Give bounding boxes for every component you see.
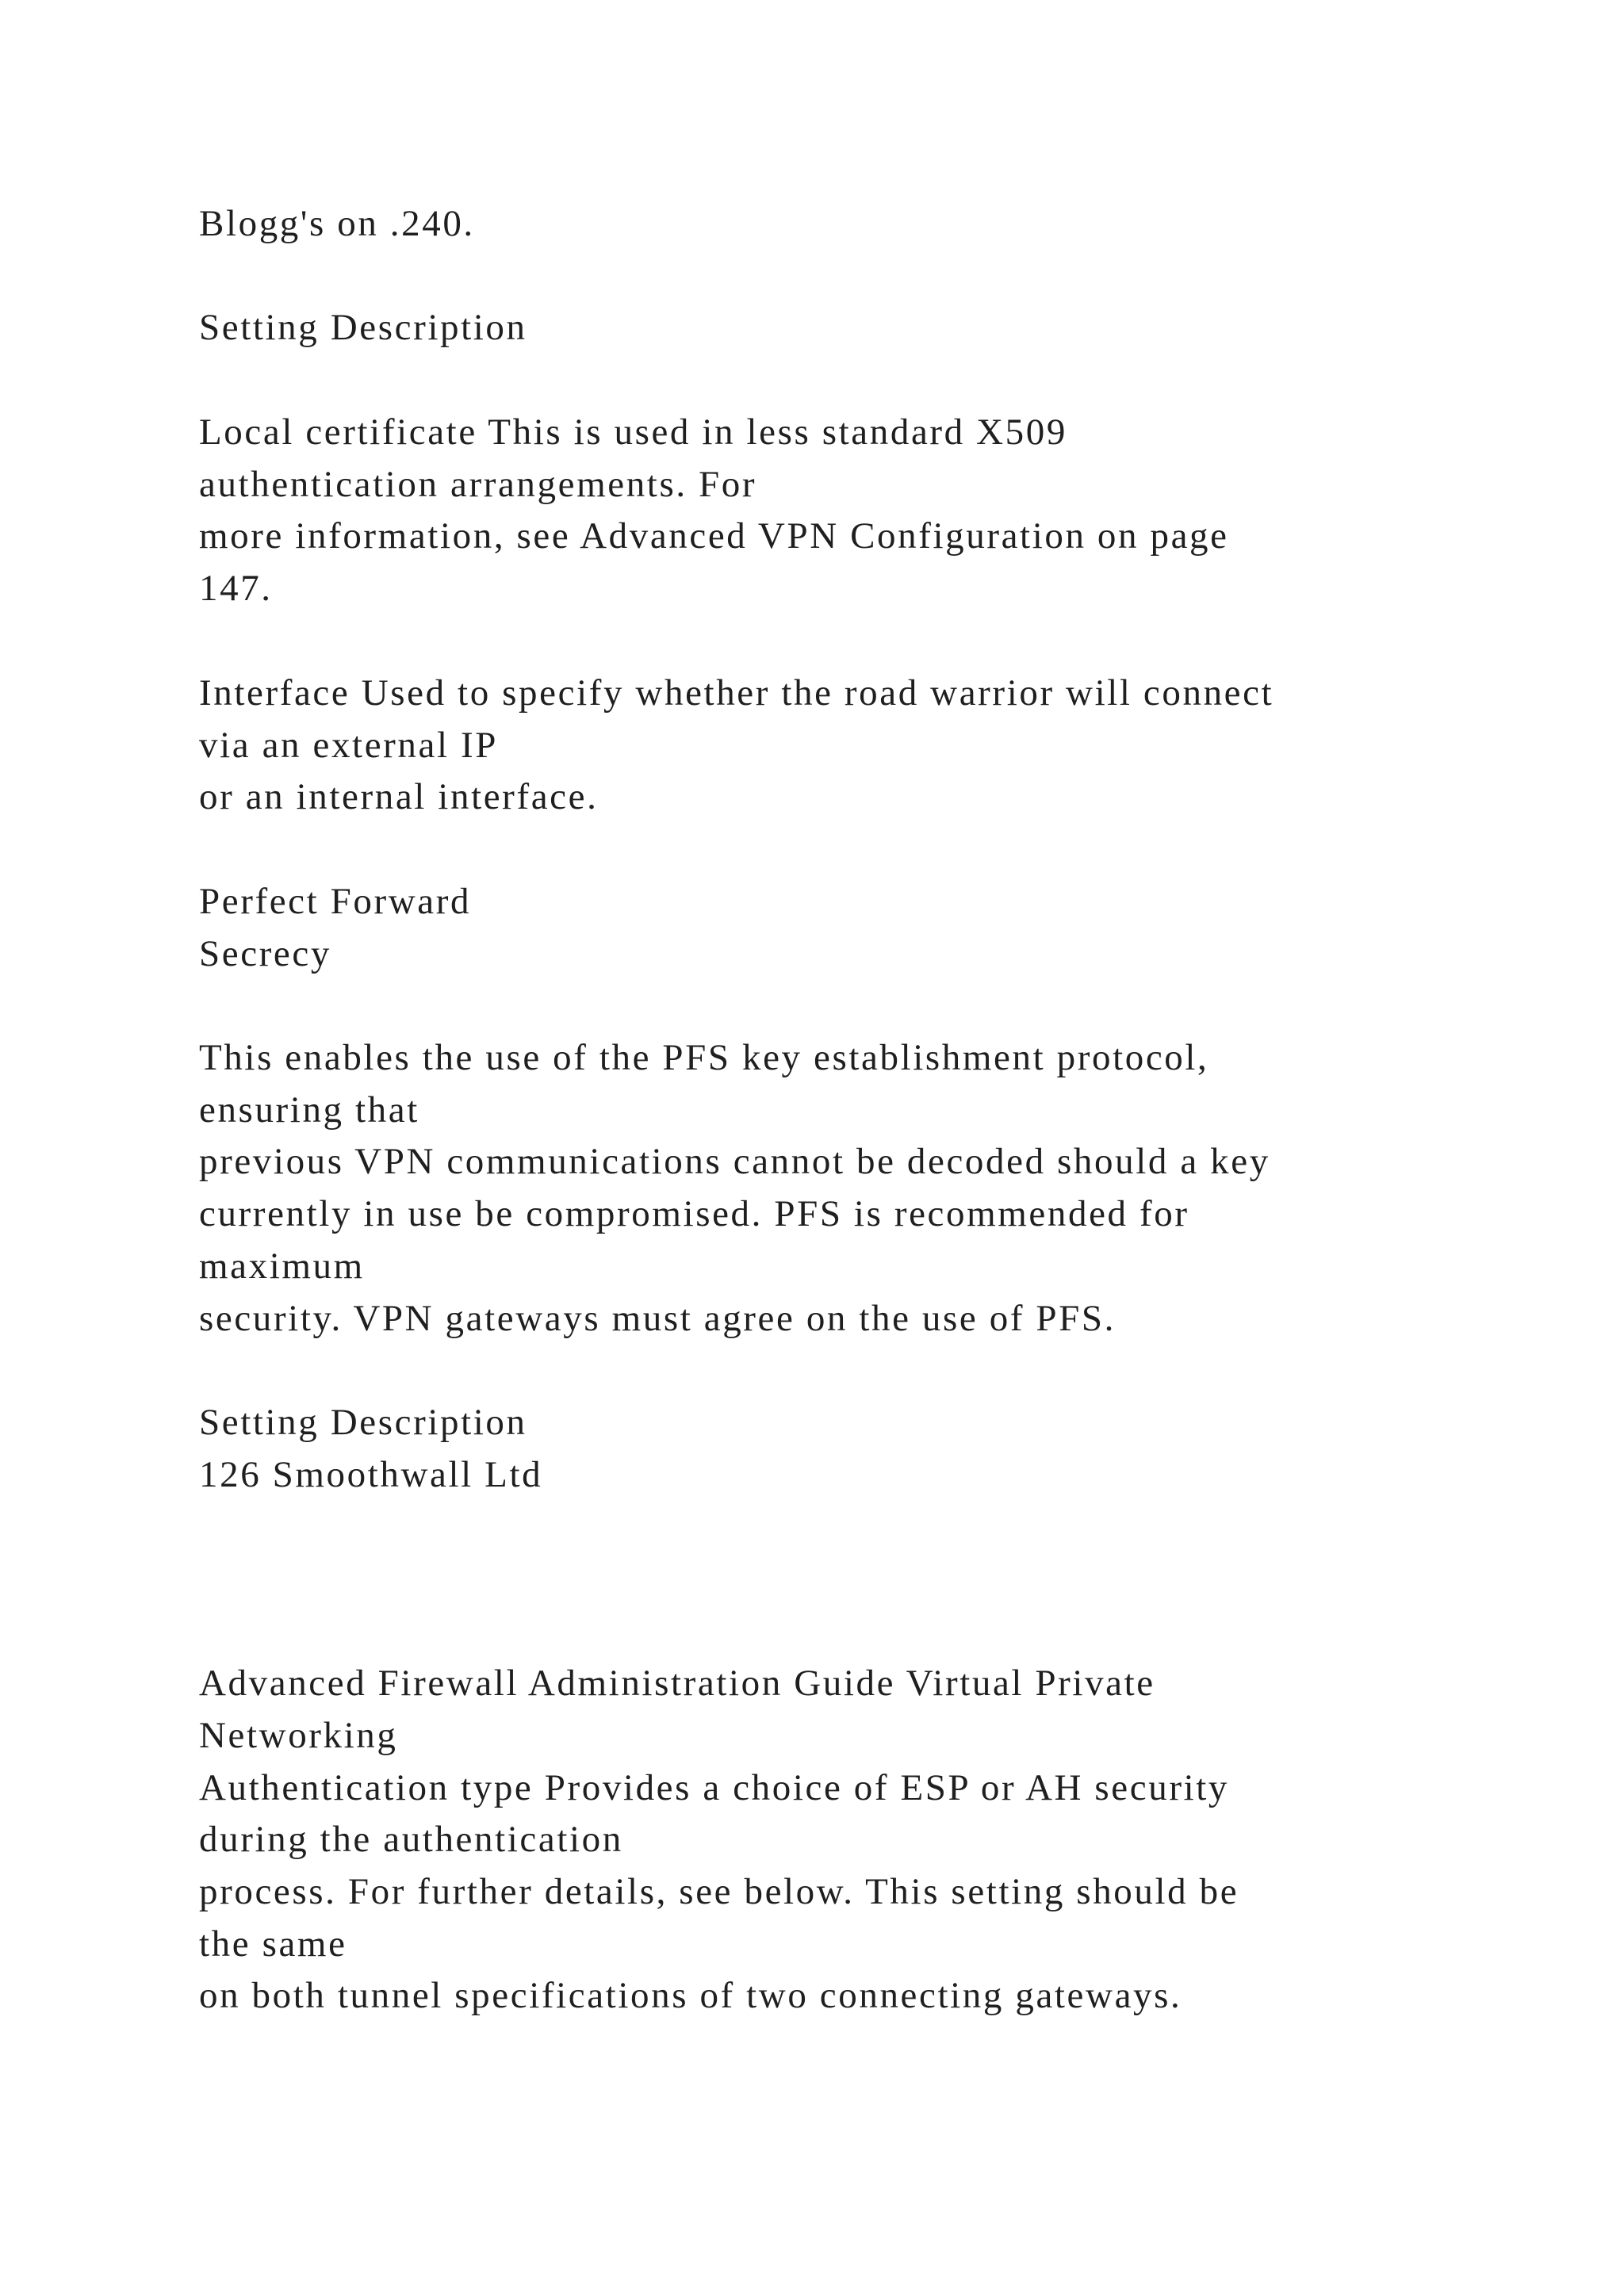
running-header: Networking xyxy=(199,1715,398,1756)
text-line: the same xyxy=(199,1923,347,1965)
section-heading: Setting Description xyxy=(199,307,527,348)
text-line: more information, see Advanced VPN Configuration on page xyxy=(199,515,1229,557)
text-line: authentication arrangements. For xyxy=(199,464,757,505)
text-line: previous VPN communications cannot be decoded should a key xyxy=(199,1141,1270,1182)
text-line: via an external IP xyxy=(199,725,498,766)
text-line: 147. xyxy=(199,568,273,609)
text-line: or an internal interface. xyxy=(199,776,599,817)
text-line: Secrecy xyxy=(199,933,331,974)
text-line: Authentication type Provides a choice of ESP or AH security xyxy=(199,1767,1230,1808)
text-line: Interface Used to specify whether the road warrior will connect xyxy=(199,672,1274,714)
text-line: on both tunnel specifications of two connecting gateways. xyxy=(199,1975,1182,2016)
text-line: currently in use be compromised. PFS is recommended for xyxy=(199,1193,1189,1234)
text-line: ensuring that xyxy=(199,1089,419,1131)
text-line: security. VPN gateways must agree on the use of PFS. xyxy=(199,1298,1116,1339)
text-line: Blogg's on .240. xyxy=(199,203,475,244)
page-footer: 126 Smoothwall Ltd xyxy=(199,1454,543,1495)
text-line: maximum xyxy=(199,1246,365,1287)
running-header: Advanced Firewall Administration Guide Virtual Private xyxy=(199,1663,1155,1704)
section-heading: Setting Description xyxy=(199,1402,527,1443)
text-line: process. For further details, see below. This setting should be xyxy=(199,1871,1239,1912)
text-line: This enables the use of the PFS key establishment protocol, xyxy=(199,1037,1209,1078)
text-line: Perfect Forward xyxy=(199,881,472,922)
text-line: Local certificate This is used in less standard X509 xyxy=(199,411,1067,453)
text-line: during the authentication xyxy=(199,1819,623,1860)
